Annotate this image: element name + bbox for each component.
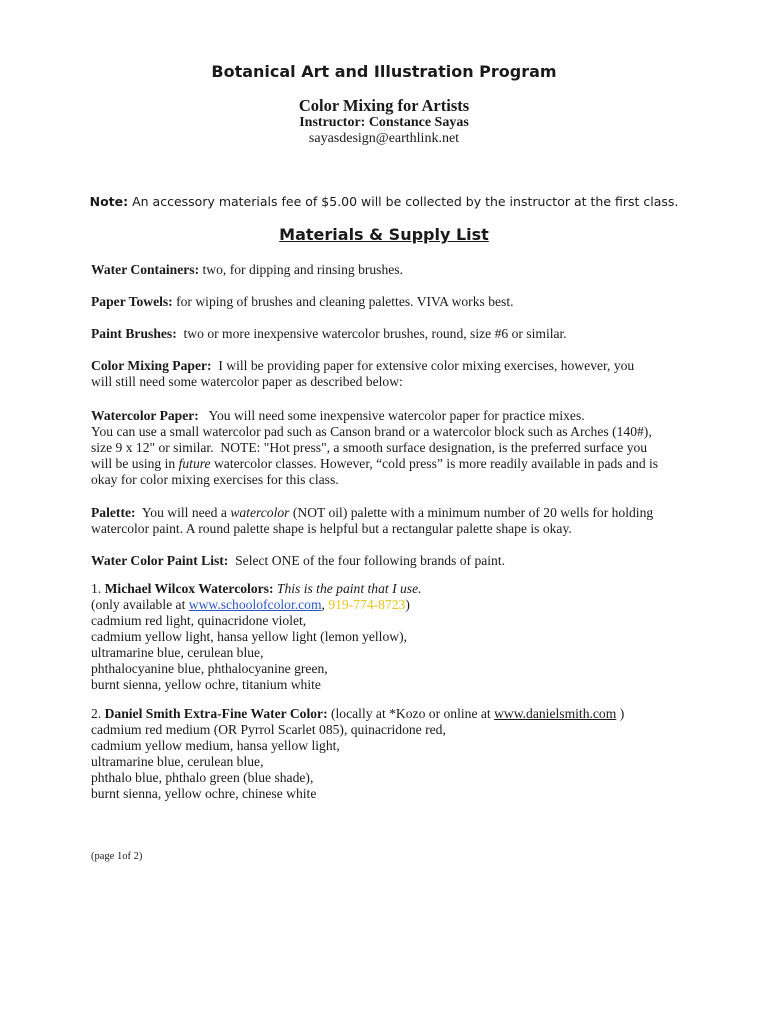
brand-number: 2.	[91, 706, 105, 721]
schoolofcolor-link[interactable]: www.schoolofcolor.com	[188, 597, 322, 612]
item-label: Water Containers:	[91, 262, 200, 277]
item-text: for wiping of brushes and cleaning palettes. VIVA works best.	[172, 294, 514, 309]
phone-number: 919-774-8723	[328, 597, 406, 612]
paint-brushes-item	[91, 326, 681, 342]
availability-text: (only available at	[91, 597, 189, 612]
item-label: Palette:	[91, 505, 136, 520]
note-text: An accessory materials fee of $5.00 will be collected by the instructor at the first class.	[128, 194, 679, 209]
item-text: (NOT oil) palette with a minimum number of 20 wells for holding	[289, 505, 654, 520]
color-line: burnt sienna, yellow ochre, chinese white	[91, 786, 317, 801]
item-label: Paint Brushes:	[91, 326, 177, 341]
item-text: watercolor paint. A round palette shape is helpful but a rectangular palette shape is okay.	[91, 521, 572, 536]
color-line: cadmium yellow medium, hansa yellow light,	[91, 738, 340, 753]
separator-text: ,	[321, 597, 329, 612]
color-line: ultramarine blue, cerulean blue,	[91, 754, 264, 769]
item-text: will be using in	[91, 456, 179, 471]
item-text: Select ONE of the four following brands of paint.	[228, 553, 506, 568]
instructor-line: Instructor: Constance Sayas	[299, 115, 469, 130]
item-label: Water Color Paint List:	[91, 553, 229, 568]
supply-list-heading: Materials & Supply List	[279, 225, 489, 244]
page-number: (page 1of 2)	[91, 851, 143, 862]
paper-towels-item	[91, 294, 681, 310]
item-text: You will need some inexpensive watercolor paper for practice mixes.	[198, 408, 585, 423]
item-text: size 9 x 12" or similar. NOTE: "Hot press", a smooth surface designation, is the preferred surface you	[91, 440, 648, 455]
item-text: You can use a small watercolor pad such as Canson brand or a watercolor block such as Arches (140#),	[91, 424, 652, 439]
availability-text: )	[616, 706, 625, 721]
emphasis-text: future	[178, 456, 211, 471]
item-text: two, for dipping and rinsing brushes.	[199, 262, 403, 277]
item-text: okay for color mixing exercises for this class.	[91, 472, 339, 487]
item-label: Color Mixing Paper:	[91, 358, 212, 373]
color-line: cadmium yellow light, hansa yellow light (lemon yellow),	[91, 629, 407, 644]
paint-list-item	[91, 553, 681, 569]
availability-text: )	[405, 597, 410, 612]
color-line: burnt sienna, yellow ochre, titanium white	[91, 677, 321, 692]
water-containers-item	[91, 262, 681, 278]
color-line: phthalocyanine blue, phthalocyanine green,	[91, 661, 328, 676]
instructor-email: sayasdesign@earthlink.net	[308, 131, 460, 146]
course-title: Color Mixing for Artists	[298, 96, 470, 115]
item-text: watercolor classes. However, “cold press” is more readily available in pads and is	[210, 456, 659, 471]
brand-name: Michael Wilcox Watercolors:	[104, 581, 274, 596]
brand-block-wilcox	[91, 581, 681, 693]
item-label: Paper Towels:	[91, 294, 173, 309]
color-line: ultramarine blue, cerulean blue,	[91, 645, 264, 660]
danielsmith-link[interactable]: www.danielsmith.com	[494, 706, 617, 721]
brand-number: 1.	[91, 581, 105, 596]
item-text: I will be providing paper for extensive color mixing exercises, however, you	[211, 358, 635, 373]
watercolor-paper-item	[91, 408, 681, 488]
availability-text: (locally at *Kozo or online at	[327, 706, 495, 721]
program-title: Botanical Art and Illustration Program	[211, 62, 557, 81]
brand-block-daniel-smith	[91, 706, 681, 802]
color-line: cadmium red light, quinacridone violet,	[91, 613, 307, 628]
item-label: Watercolor Paper:	[91, 408, 199, 423]
note-label: Note:	[89, 194, 129, 209]
emphasis-text: watercolor	[230, 505, 290, 520]
palette-item	[91, 505, 681, 537]
item-text: You will need a	[135, 505, 231, 520]
color-mixing-paper-item	[91, 358, 681, 390]
item-text: two or more inexpensive watercolor brushes, round, size #6 or similar.	[176, 326, 567, 341]
brand-name: Daniel Smith Extra-Fine Water Color:	[104, 706, 328, 721]
color-line: cadmium red medium (OR Pyrrol Scarlet 085), quinacridone red,	[91, 722, 446, 737]
color-line: phthalo blue, phthalo green (blue shade),	[91, 770, 314, 785]
fee-note	[0, 194, 768, 209]
item-text: will still need some watercolor paper as described below:	[91, 374, 403, 389]
brand-comment: This is the paint that I use.	[273, 581, 422, 596]
